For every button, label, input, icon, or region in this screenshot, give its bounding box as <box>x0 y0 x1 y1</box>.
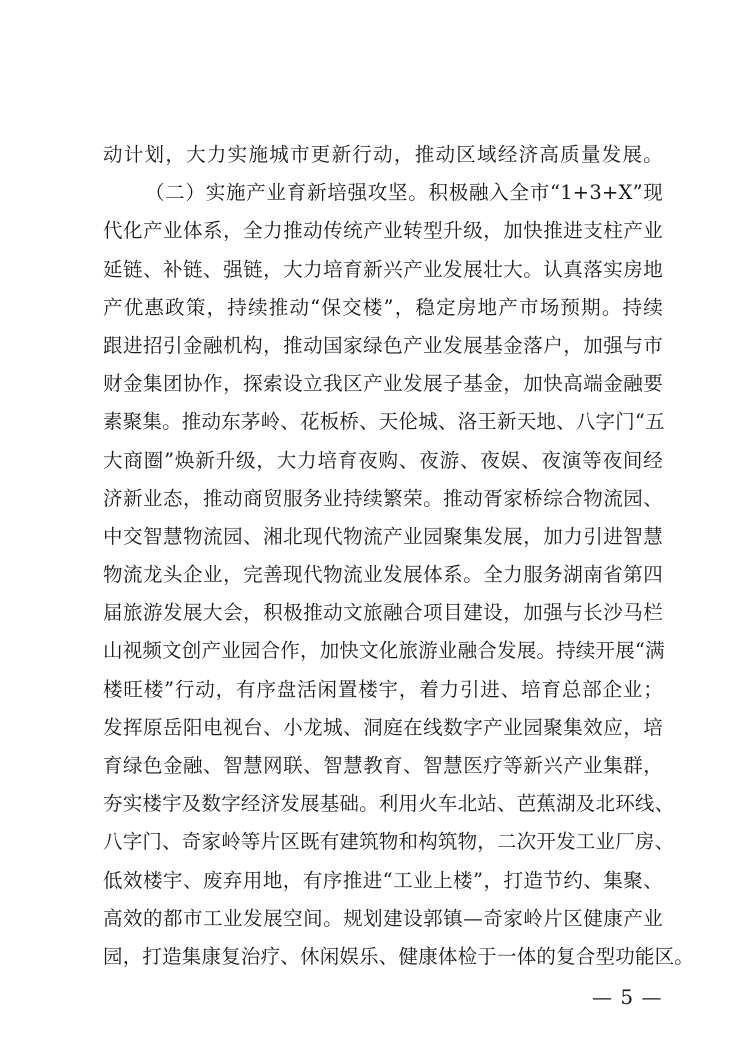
text-line: 素聚集。推动东茅岭、花板桥、天伦城、洛王新天地、八字门“五 <box>103 410 665 434</box>
section-heading-line: （二）实施产业育新培强攻坚。积极融入全市“1+3+X”现 <box>145 181 663 205</box>
text-line: 动计划，大力实施城市更新行动，推动区域经济高质量发展。 <box>103 143 663 166</box>
text-line: 物流龙头企业，完善现代物流业发展体系。全力服务湖南省第四 <box>103 563 663 587</box>
text-line: 延链、补链、强链，大力培育新兴产业发展壮大。认真落实房地 <box>103 257 663 281</box>
text-line: 山视频文创产业园合作，加快文化旅游业融合发展。持续开展“满 <box>103 639 665 663</box>
text-line: 楼旺楼”行动，有序盘活闲置楼宇，着力引进、培育总部企业； <box>103 677 663 701</box>
text-line: 济新业态，推动商贸服务业持续繁荣。推动胥家桥综合物流园、 <box>103 486 663 510</box>
text-line: 代化产业体系，全力推动传统产业转型升级，加快推进支柱产业 <box>103 219 663 243</box>
text-line: 夯实楼宇及数字经济发展基础。利用火车北站、芭蕉湖及北环线、 <box>103 792 675 816</box>
text-line: 八字门、奇家岭等片区既有建筑物和构筑物，二次开发工业厂房、 <box>103 830 675 854</box>
body-text <box>103 136 695 976</box>
text-line: 发挥原岳阳电视台、小龙城、洞庭在线数字产业园聚集效应，培 <box>103 715 663 739</box>
text-line: 财金集团协作，探索设立我区产业发展子基金，加快高端金融要 <box>103 372 663 396</box>
text-line: 低效楼宇、废弃用地，有序推进“工业上楼”，打造节约、集聚、 <box>103 868 663 892</box>
text-line: 产优惠政策，持续推动“保交楼”，稳定房地产市场预期。持续 <box>103 295 663 319</box>
text-line: 届旅游发展大会，积极推动文旅融合项目建设，加强与长沙马栏 <box>103 601 663 625</box>
text-line: 大商圈”焕新升级，大力培育夜购、夜游、夜娱、夜演等夜间经 <box>103 448 663 472</box>
text-line: 高效的都市工业发展空间。规划建设郭镇—奇家岭片区健康产业 <box>103 906 663 930</box>
text-line: 育绿色金融、智慧网联、智慧教育、智慧医疗等新兴产业集群， <box>103 754 663 777</box>
text-line-last: 园，打造集康复治疗、休闲娱乐、健康体检于一体的复合型功能区。 <box>103 944 695 968</box>
text-line: 中交智慧物流园、湘北现代物流产业园聚集发展，加力引进智慧 <box>103 524 663 548</box>
text-line: 跟进招引金融机构，推动国家绿色产业发展基金落户，加强与市 <box>103 333 663 357</box>
page-number: — 5 — <box>592 985 663 1009</box>
